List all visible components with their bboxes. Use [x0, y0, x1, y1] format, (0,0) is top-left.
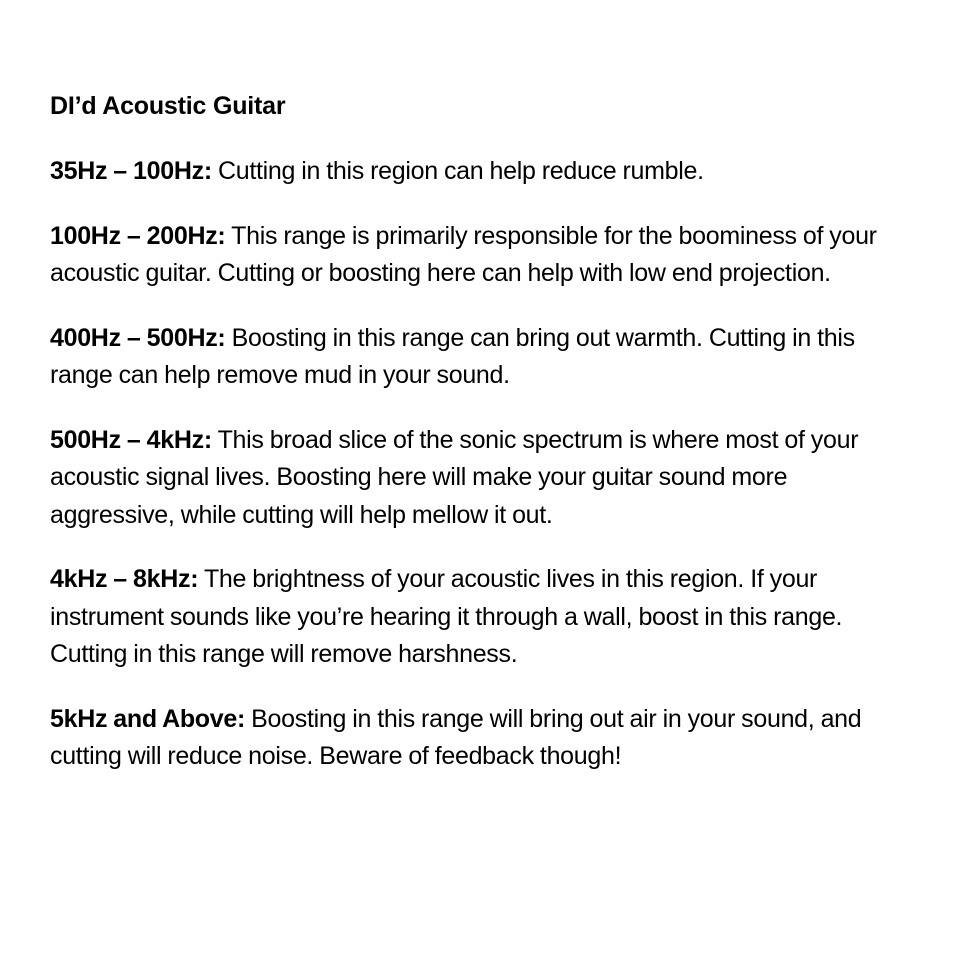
document [50, 88, 910, 803]
document-title: DI’d Acoustic Guitar [50, 92, 286, 120]
section-text: The brightness of your acoustic lives in this region. If your instrument sounds like you’re hearing it through a wall, boost in this range. Cutting in this range will remove harshness. [50, 565, 843, 668]
section-label: 400Hz – 500Hz: [50, 323, 226, 352]
section-label: 500Hz – 4kHz: [50, 425, 212, 454]
section-label: 100Hz – 200Hz: [50, 221, 226, 250]
section-5khz-and-above [50, 701, 910, 776]
section-text: Cutting in this region can help reduce rumble. [218, 157, 704, 185]
section-text: Boosting in this range can bring out warmth. Cutting in this range can help remove mud in your sound. [50, 323, 855, 389]
section-400hz-500hz [50, 320, 910, 395]
section-label: 5kHz and Above: [50, 704, 246, 733]
section-500hz-4khz [50, 422, 910, 535]
section-label: 35Hz – 100Hz: [50, 157, 212, 185]
section-text: This broad slice of the sonic spectrum is where most of your acoustic signal lives. Boosting here will make your guitar sound more aggressive, while cutting will help mellow it out. [50, 425, 859, 529]
section-text: This range is primarily responsible for the boominess of your acoustic guitar. Cutting or boosting here can help with low end projection. [50, 221, 877, 287]
section-label: 4kHz – 8kHz: [50, 565, 199, 593]
section-100hz-200hz [50, 218, 910, 293]
section-text: Boosting in this range will bring out air in your sound, and cutting will reduce noise. Beware of feedback though! [50, 704, 862, 770]
section-35hz-100hz [50, 153, 910, 191]
section-4khz-8khz [50, 561, 910, 674]
